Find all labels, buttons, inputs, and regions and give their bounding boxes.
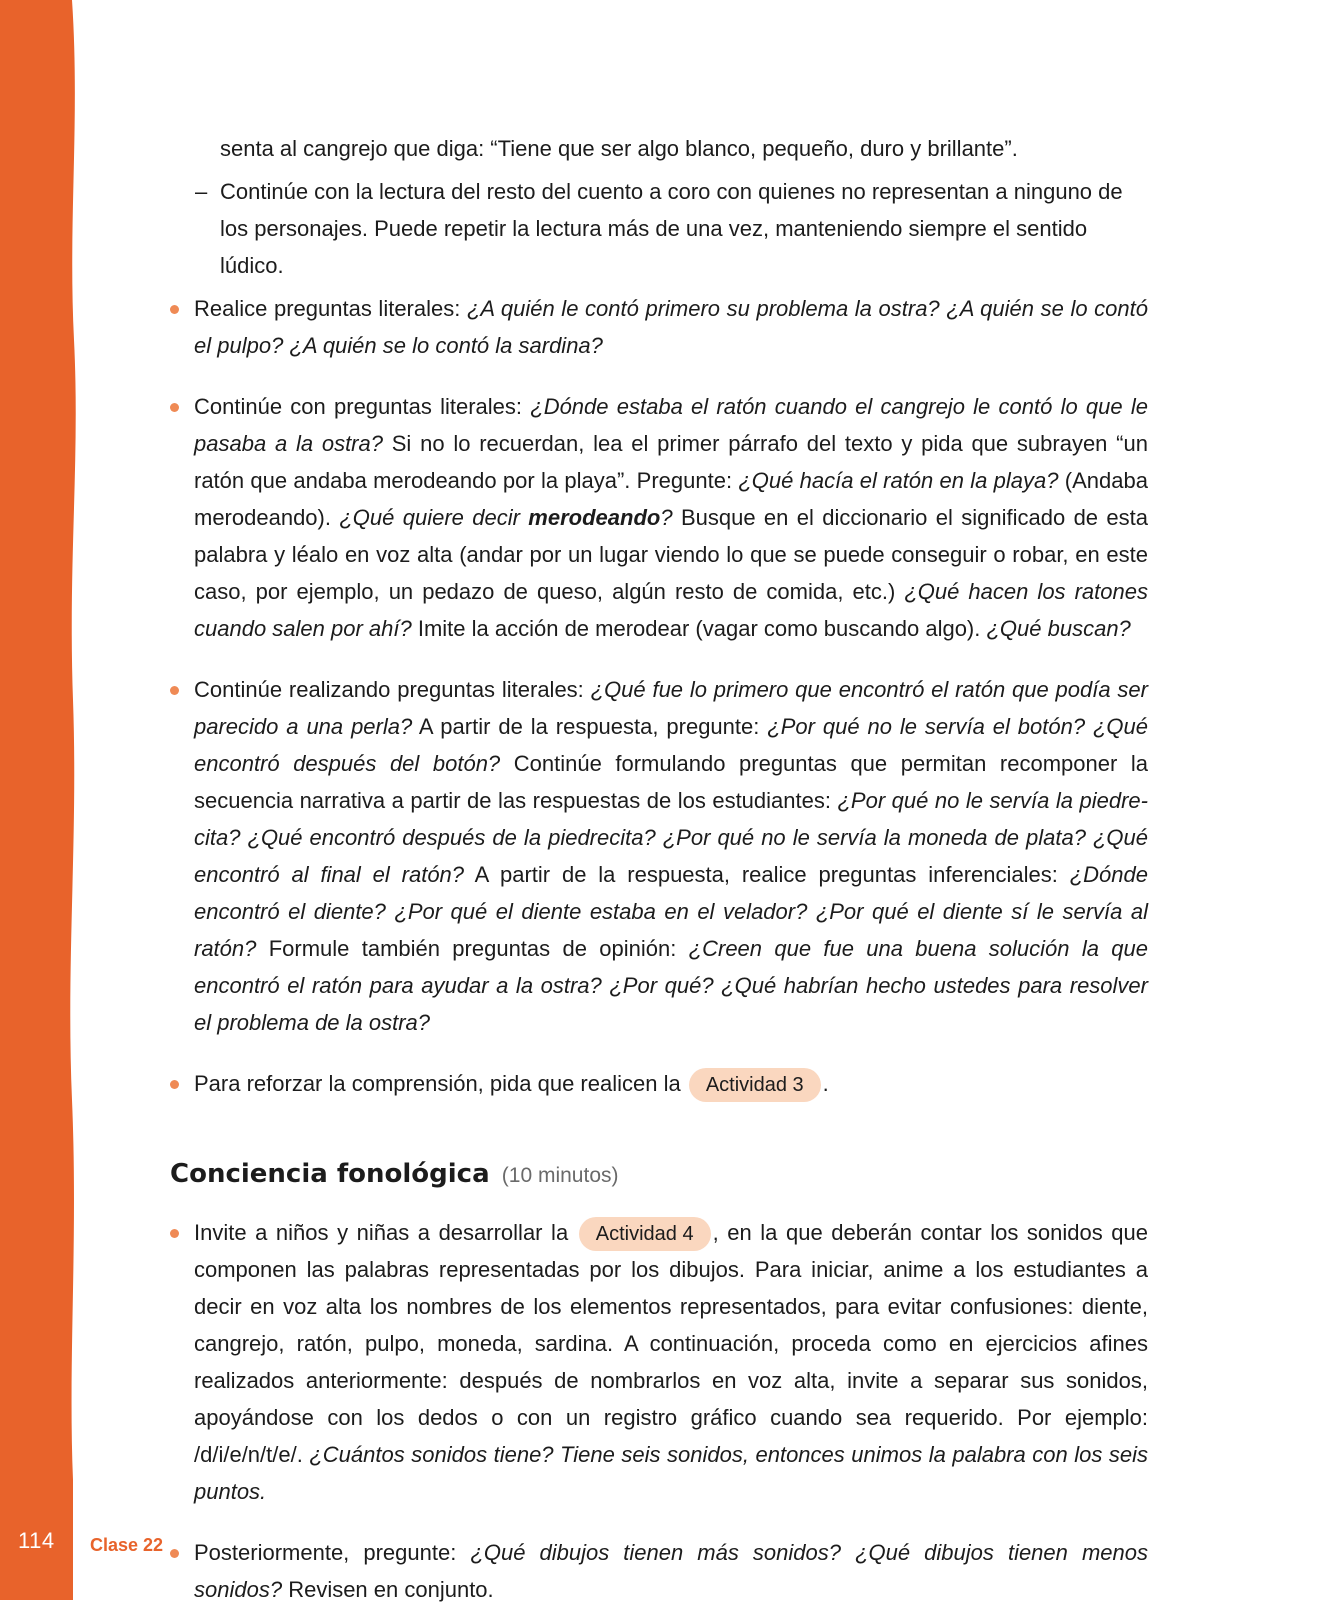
bullet-text: Continúe con preguntas literales: (194, 394, 531, 419)
activity-4-badge: Actividad 4 (579, 1217, 711, 1251)
bullet-text: Continúe formulando preguntas que permitan recomponer la secuencia narrativa a partir de las respuestas de los estudiantes: (194, 751, 1148, 813)
bullet-question: ¿Dónde estaba el ratón cuando el cangrejo le contó lo que le pasaba a la ostra? (194, 394, 1148, 456)
bullet-text: A partir de la respuesta, realice preguntas inferenciales: (464, 862, 1070, 887)
section-title: Conciencia fonológica (170, 1159, 490, 1189)
bullet-question: ¿Qué buscan? (986, 616, 1131, 641)
page-number: 114 (18, 1528, 55, 1553)
bullet-dot (170, 1229, 179, 1238)
bullet-dot (170, 686, 179, 695)
bullet-text: A partir de la respuesta, pregunte: (412, 714, 768, 739)
class-label: Clase 22 (90, 1535, 164, 1555)
bullet-text: Imite la acción de merodear (vagar como buscando algo). (411, 616, 987, 641)
continuation-line: senta al cangrejo que diga: “Tiene que ser algo blanco, pequeño, duro y brillante”. (220, 136, 1018, 161)
dash-item-text: Continúe con la lectura del resto del cuento a coro con quienes no representan a ninguno de los personajes. Puede repetir la lectura más de una vez, manteniendo siempre el sentido lúdico. (220, 179, 1123, 278)
section-heading (170, 1154, 1148, 1196)
main-content (170, 130, 1148, 1608)
bullet-question: ¿Por qué no le servía el botón? ¿Qué encontró después del botón? (194, 714, 1148, 776)
bullet-question: ¿Creen que fue una buena solución la que encontró el ratón para ayudar a la ostra? ¿Por qué? ¿Qué habrían hecho ustedes para resolver el problema de la ostra? (194, 936, 1148, 1035)
bullet-question: ¿Por qué no le servía la piedrecita? ¿Qué encontró después de la piedrecita? ¿Por qué no le servía la moneda de plata? ¿Qué encontró al final el ratón? (194, 788, 1148, 887)
bullet-question: ? (660, 505, 673, 530)
bullet-question: ¿Qué hacía el ratón en la playa? (738, 468, 1059, 493)
bullet-question: ¿Qué dibujos tienen más sonidos? ¿Qué dibujos tienen menos sonidos? (194, 1540, 1148, 1602)
bullet-text: . (822, 1071, 829, 1096)
bullet-dot (170, 1080, 179, 1089)
dash-marker: – (195, 179, 208, 204)
bullet-dot (170, 403, 179, 412)
bullet-text: Posteriormente, pregunte: (194, 1540, 471, 1565)
bullet-text: Continúe realizando preguntas literales: (194, 677, 591, 702)
bullet-text: Busque en el diccionario el significado de esta palabra y léalo en voz alta (andar por un lugar viendo lo que se puede conseguir o robar, en este caso, por ejemplo, un pedazo de queso, algún resto de comida, etc.) (194, 505, 1148, 604)
bullet-text: Realice preguntas literales: (194, 296, 467, 321)
bullet-text: Si no lo recuerdan, lea el primer párrafo del texto y pida que subrayen “un ratón que andaba merodeando por la playa”. Pregunte: (194, 431, 1148, 493)
side-band-shape (0, 0, 80, 1600)
bullet-text: Revisen en conjunto. (282, 1577, 494, 1602)
bullet-text: Invite a niños y niñas a desarrollar la (194, 1220, 577, 1245)
bullet-text: Formule también preguntas de opinión: (256, 936, 689, 961)
vocabulary-word: merodeando (528, 505, 661, 530)
bullet-activity-4 (170, 1214, 1148, 1510)
bullet-text: Para reforzar la comprensión, pida que realicen la (194, 1071, 687, 1096)
bullet-dot (170, 305, 179, 314)
activity-3-badge: Actividad 3 (689, 1068, 821, 1102)
bullet-compare-sounds (170, 1534, 1148, 1608)
bullet-raton-questions (170, 388, 1148, 647)
bullet-sequence-questions (170, 671, 1148, 1041)
bullet-activity-3 (170, 1065, 1148, 1102)
bullet-question: ¿Cuántos sonidos tiene? Tiene seis sonidos, entonces unimos la palabra con los seis puntos. (194, 1442, 1149, 1504)
bullet-text: (Andaba merodeando). (194, 468, 1148, 530)
bullet-literal-questions (170, 290, 1148, 364)
bullet-question: ¿Qué hacen los ratones cuando salen por ahí? (194, 579, 1148, 641)
bullet-question: ¿Dónde encontró el diente? ¿Por qué el diente estaba en el velador? ¿Por qué el diente sí le servía al ratón? (194, 862, 1148, 961)
dash-list-item (170, 173, 1148, 284)
bullet-question: ¿Qué fue lo primero que encontró el ratón que podía ser parecido a una perla? (194, 677, 1148, 739)
section-duration: (10 minutos) (501, 1164, 619, 1187)
bullet-question: ¿Qué quiere decir (339, 505, 529, 530)
page-side-band (0, 0, 80, 1600)
bullet-dot (170, 1549, 179, 1558)
bullet-question: ¿A quién le contó primero su problema la ostra? ¿A quién se lo contó el pulpo? ¿A quién se lo contó la sardina? (194, 296, 1148, 358)
bullet-text: , en la que deberán contar los sonidos que componen las palabras representadas por los dibujos. Para iniciar, anime a los estudiantes a decir en voz alta los nombres de los elementos representados, para evitar confusiones: diente, cangrejo, ratón, pulpo, moneda, sardina. A continuación, proceda como en ejercicios afines realizados anteriormente: después de nombrarlos en voz alta, invite a separar sus sonidos, apoyándose con los dedos o con un registro gráfico cuando sea requerido. Por ejemplo: /d/i/e/n/t/e/. (194, 1220, 1148, 1467)
